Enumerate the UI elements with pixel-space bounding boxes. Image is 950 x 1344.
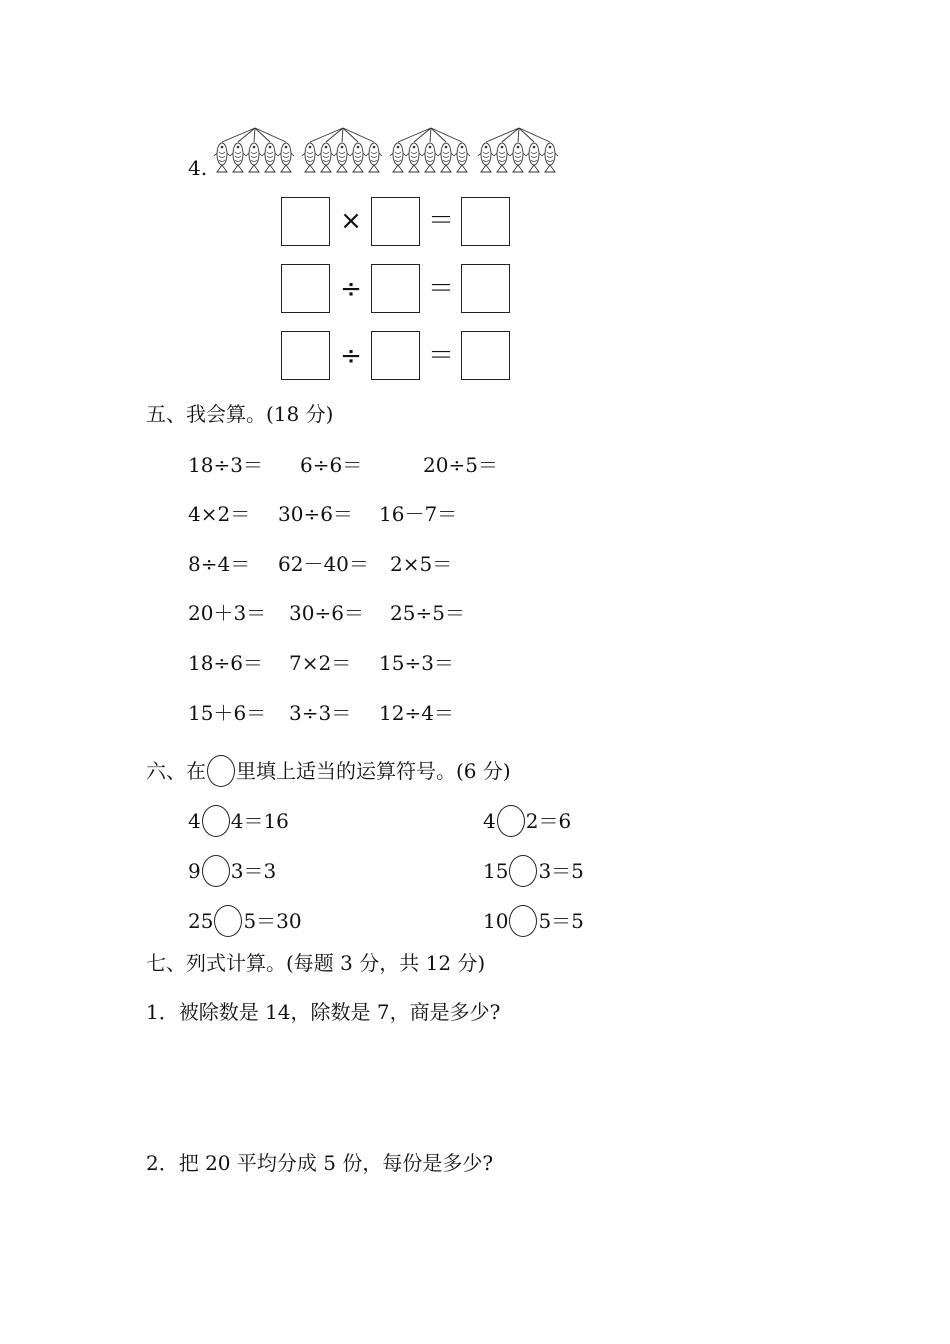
answer-box[interactable] — [281, 197, 330, 246]
fish-icon — [318, 143, 334, 172]
calc-item: 3÷3＝ — [289, 701, 352, 725]
fill-left: 15 — [483, 859, 509, 883]
calc-item: 30÷6＝ — [278, 502, 353, 526]
question-7-1: 1．被除数是 14，除数是 7，商是多少? — [146, 1000, 501, 1024]
question-7-2: 2．把 20 平均分成 5 份，每份是多少? — [146, 1151, 494, 1175]
fill-left: 10 — [483, 909, 509, 933]
fish-icon — [278, 143, 294, 172]
calc-item: 20÷5＝ — [423, 453, 498, 477]
fill-item — [483, 855, 584, 887]
fish-icon — [542, 143, 558, 172]
circle-blank-icon — [207, 755, 235, 787]
calc-item: 18÷3＝ — [188, 453, 263, 477]
fish-icon — [230, 143, 246, 172]
fish-icon — [510, 143, 526, 172]
fish-icon — [494, 143, 510, 172]
fish-icon — [454, 143, 470, 172]
calc-item: 6÷6＝ — [300, 453, 363, 477]
fish-icon — [334, 143, 350, 172]
operator-circle[interactable] — [214, 905, 242, 937]
fish-icon — [350, 143, 366, 172]
calc-item: 4×2＝ — [188, 502, 251, 526]
answer-box[interactable] — [461, 331, 510, 380]
fill-right: 3＝3 — [230, 859, 277, 883]
fish-icon — [438, 143, 454, 172]
question-4-label: 4. — [188, 156, 208, 180]
fish-icon — [422, 143, 438, 172]
calc-item: 18÷6＝ — [188, 651, 263, 675]
operator-circle[interactable] — [497, 805, 525, 837]
fill-left: 25 — [188, 909, 214, 933]
section-5-title: 五、我会算。(18 分) — [146, 402, 334, 426]
calc-item: 20＋3＝ — [188, 601, 267, 625]
calc-item: 30÷6＝ — [289, 601, 364, 625]
fish-icon — [526, 143, 542, 172]
operator: × — [340, 206, 362, 236]
answer-box[interactable] — [371, 331, 420, 380]
section-7-title: 七、列式计算。(每题 3 分，共 12 分) — [146, 951, 486, 975]
calc-item: 15÷3＝ — [379, 651, 454, 675]
fish-icon — [214, 143, 230, 172]
fish-group — [474, 125, 564, 175]
fish-icon — [478, 143, 494, 172]
operator-circle[interactable] — [509, 905, 537, 937]
calc-item: 62－40＝ — [278, 552, 369, 576]
calc-item: 2×5＝ — [390, 552, 453, 576]
answer-box[interactable] — [461, 264, 510, 313]
operator: ÷ — [340, 274, 362, 304]
calc-item: 12÷4＝ — [379, 701, 454, 725]
section-6-title-pre: 六、在 — [146, 759, 206, 783]
equals-sign: ＝ — [427, 341, 454, 371]
fish-icon — [262, 143, 278, 172]
fill-item — [483, 905, 584, 937]
fill-item — [188, 805, 289, 837]
fish-icon — [302, 143, 318, 172]
fill-right: 2＝6 — [525, 809, 572, 833]
fish-icon — [366, 143, 382, 172]
fill-right: 3＝5 — [538, 859, 584, 883]
fill-item — [483, 805, 571, 837]
fish-group — [298, 125, 388, 175]
fill-left: 4 — [188, 809, 201, 833]
fish-icon — [246, 143, 262, 172]
fill-right: 5＝30 — [243, 909, 302, 933]
fish-group — [386, 125, 476, 175]
fish-icon — [390, 143, 406, 172]
answer-box[interactable] — [371, 264, 420, 313]
answer-box[interactable] — [281, 331, 330, 380]
fill-left: 4 — [483, 809, 496, 833]
calc-item: 7×2＝ — [289, 651, 352, 675]
answer-box[interactable] — [461, 197, 510, 246]
calc-item: 16－7＝ — [379, 502, 458, 526]
fill-item — [188, 905, 302, 937]
answer-box[interactable] — [281, 264, 330, 313]
calc-item: 25÷5＝ — [390, 601, 465, 625]
fill-item — [188, 855, 276, 887]
equals-sign: ＝ — [427, 206, 454, 236]
answer-box[interactable] — [371, 197, 420, 246]
calc-item: 8÷4＝ — [188, 552, 251, 576]
fill-right: 5＝5 — [538, 909, 584, 933]
operator-circle[interactable] — [202, 855, 230, 887]
fill-right: 4＝16 — [230, 809, 289, 833]
operator: ÷ — [340, 341, 362, 371]
section-6-title — [146, 755, 511, 787]
operator-circle[interactable] — [202, 805, 230, 837]
section-6-title-post: 里填上适当的运算符号。(6 分) — [236, 759, 511, 783]
fish-group — [210, 125, 300, 175]
equals-sign: ＝ — [427, 274, 454, 304]
calc-item: 15＋6＝ — [188, 701, 267, 725]
fill-left: 9 — [188, 859, 201, 883]
operator-circle[interactable] — [509, 855, 537, 887]
fish-icon — [406, 143, 422, 172]
